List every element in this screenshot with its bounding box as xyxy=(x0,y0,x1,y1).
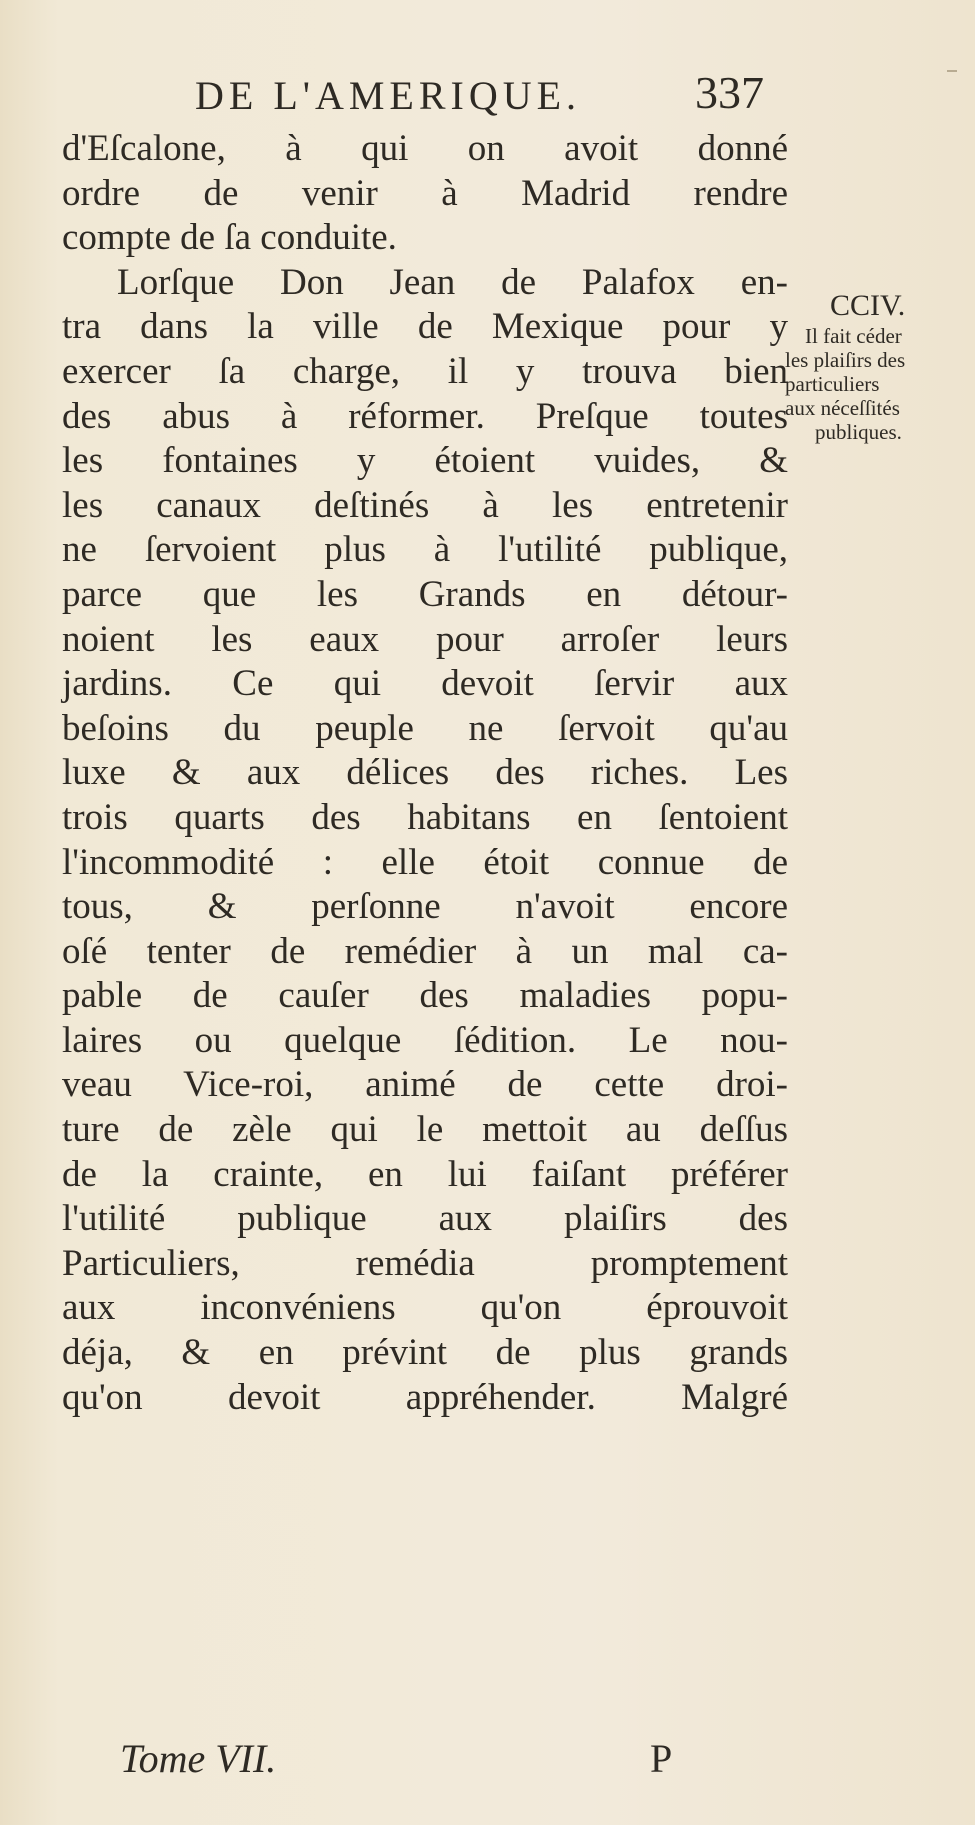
margin-note-line: publiques. xyxy=(815,420,902,444)
text-line: veau Vice-roi, animé de cette droi- xyxy=(62,1064,788,1106)
text-line: tra dans la ville de Mexique pour y xyxy=(62,306,788,348)
text-line: exercer ſa charge, il y trouva bien xyxy=(62,350,788,392)
text-line: ordre de venir à Madrid rendre xyxy=(62,172,788,214)
margin-note-number: CCIV. xyxy=(830,289,906,322)
text-line: trois quarts des habitans en ſentoient xyxy=(62,796,788,838)
page-number: 337 xyxy=(695,67,764,118)
text-line: l'incommodité : elle étoit connue de xyxy=(62,841,788,883)
margin-note-line: particuliers xyxy=(785,372,880,396)
text-line: Lorſque Don Jean de Palafox en- xyxy=(117,261,788,303)
text-line: l'utilité publique aux plaiſirs des xyxy=(62,1198,788,1240)
signature-mark: P xyxy=(650,1736,673,1781)
tome-label: Tome VII. xyxy=(120,1736,277,1781)
running-head: DE L'AMERIQUE. xyxy=(195,73,582,118)
text-line: oſé tenter de remédier à un mal ca- xyxy=(62,930,788,972)
text-line: laires ou quelque ſédition. Le nou- xyxy=(62,1019,788,1061)
text-line: Particuliers, remédia promptement xyxy=(62,1242,788,1284)
text-line: pable de cauſer des maladies popu- xyxy=(62,975,788,1017)
text-line: aux inconvéniens qu'on éprouvoit xyxy=(62,1287,788,1329)
margin-note-line: les plaiſirs des xyxy=(785,348,906,372)
text-line: qu'on devoit appréhender. Malgré xyxy=(62,1376,788,1418)
margin-note-line: aux néceſſités xyxy=(785,396,900,420)
margin-note xyxy=(785,288,970,444)
page-edge-mark xyxy=(947,70,957,72)
text-line: déja, & en prévint de plus grands xyxy=(62,1332,788,1374)
page-header xyxy=(195,64,795,124)
text-line: d'Eſcalone, à qui on avoit donné xyxy=(62,128,788,169)
text-line: noient les eaux pour arroſer leurs xyxy=(62,618,788,660)
text-line: des abus à réformer. Preſque toutes xyxy=(62,395,788,437)
text-line: tous, & perſonne n'avoit encore xyxy=(62,886,788,928)
text-line: ture de zèle qui le mettoit au deſſus xyxy=(62,1109,788,1151)
page-footer xyxy=(120,1735,720,1795)
text-line: beſoins du peuple ne ſervoit qu'au xyxy=(62,707,788,749)
text-line: de la crainte, en lui faiſant préférer xyxy=(62,1153,788,1195)
text-line: compte de ſa conduite. xyxy=(62,217,397,259)
margin-note-line: Il fait céder xyxy=(805,324,902,348)
text-line: jardins. Ce qui devoit ſervir aux xyxy=(62,663,788,705)
text-line: luxe & aux délices des riches. Les xyxy=(62,752,788,794)
body-text xyxy=(62,127,788,1420)
text-line: les fontaines y étoient vuides, & xyxy=(62,440,788,482)
text-line: ne ſervoient plus à l'utilité publique, xyxy=(62,529,788,571)
text-line: les canaux deſtinés à les entretenir xyxy=(62,484,788,526)
text-line: parce que les Grands en détour- xyxy=(62,573,788,615)
